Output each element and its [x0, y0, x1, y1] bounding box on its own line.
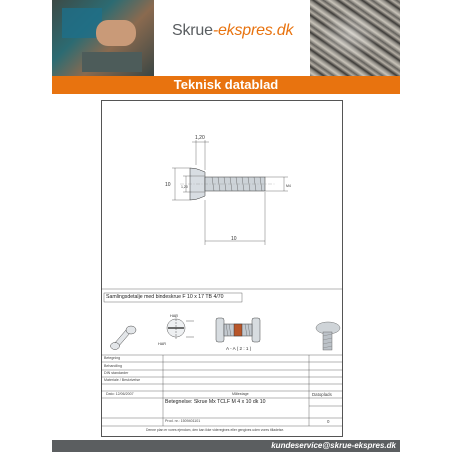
disclaimer: Denne plan er vores ejendom, den kan ikke videregives eller gengives uden vores tilladelse. [146, 428, 285, 432]
label-har-bottom: HAR [158, 342, 167, 346]
row-label-3: DIN standarder [104, 371, 129, 375]
dim-left-height: 10 [165, 182, 171, 188]
item-number: Prod. nr.: 1509401101 [165, 419, 201, 423]
section-title: Samlingsdetalje med bindeskrue F 10 x 17 TB 4/70 [106, 294, 224, 300]
section-frame [101, 289, 343, 426]
page-title: Teknisk datablad [173, 77, 279, 92]
detail-connector-bolt [111, 326, 137, 350]
logo-text-part1: Skrue [172, 22, 213, 39]
row-label-1: Betegning [104, 356, 121, 360]
section-label: A - A ( 2 : 1 ) [226, 346, 252, 351]
footer-email-link[interactable]: kundeservice@skrue-ekspres.dk [271, 441, 396, 450]
dim-thread-dia: M4 [286, 184, 291, 188]
designation: Betegnelse: Skrue Mx TCLF M 4 x 10 dk 10 [165, 399, 266, 405]
detail-head-top-view [167, 316, 194, 340]
row-label-4: Materiale / Beskrivelse [104, 378, 141, 382]
row-label-5: Dato: 12/06/2007 [106, 392, 134, 396]
dimension-lines [172, 140, 288, 245]
right-label: Datoplads [312, 392, 332, 397]
logo-text-part2: -ekspres.dk [212, 22, 294, 39]
screw-side-view [180, 168, 275, 200]
detail-screw-perspective [316, 322, 340, 350]
detail-section-aa [216, 318, 260, 342]
dim-length: 10 [231, 236, 237, 242]
dim-head-small: 1,20 [181, 185, 188, 189]
label-har-top: HAR [170, 314, 179, 318]
row-label-2: Behandling [104, 364, 122, 368]
revision: 0 [327, 419, 330, 424]
mid-label: Målestage [232, 392, 249, 396]
dim-top-width: 1,20 [195, 135, 205, 141]
